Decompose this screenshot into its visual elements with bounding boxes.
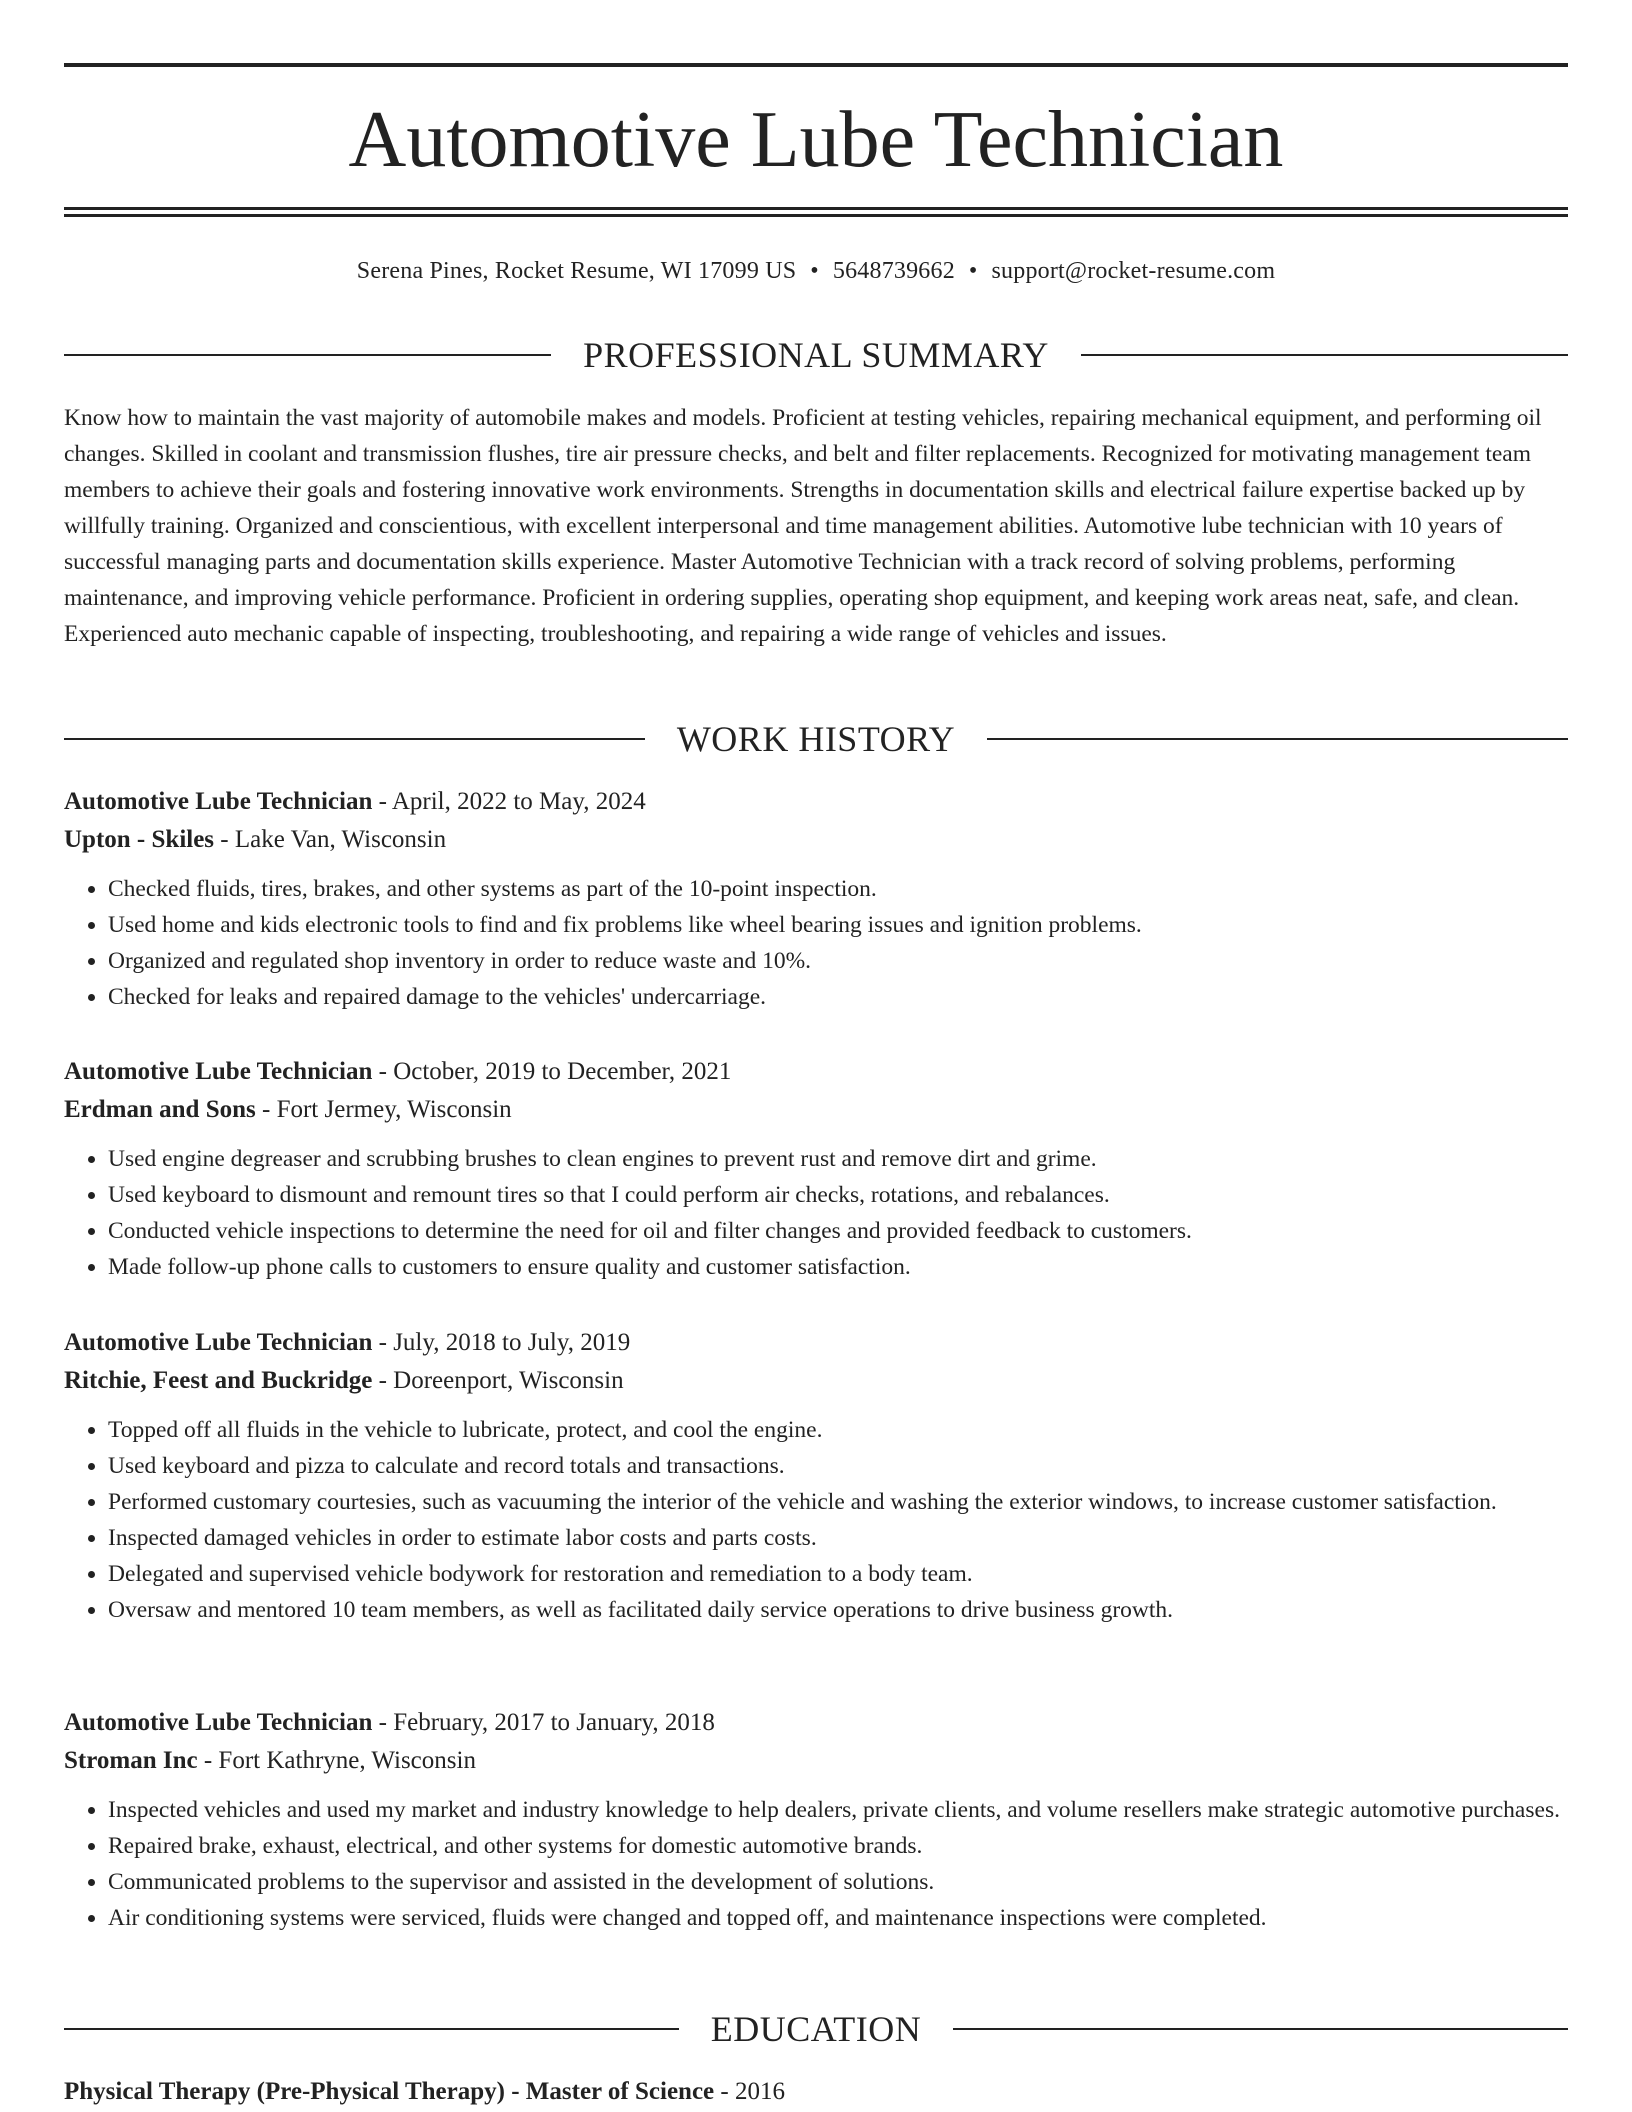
- summary-heading-label: PROFESSIONAL SUMMARY: [583, 335, 1049, 375]
- education-heading: [64, 2007, 1568, 2051]
- job-company-line: [64, 821, 1568, 859]
- resume-title: Automotive Lube Technician: [348, 96, 1284, 184]
- education-heading-label: EDUCATION: [710, 2009, 922, 2049]
- summary-heading: [64, 333, 1568, 377]
- heading-rule-right: [987, 738, 1568, 740]
- heading-rule-left: [64, 2028, 679, 2030]
- job-entry: [64, 783, 1568, 1015]
- job-bullet: • Used home and kids electronic tools to find and fix problems like wheel bearing issues and ignition problems.: [108, 907, 1568, 943]
- job-title: Automotive Lube Technician: [64, 1709, 373, 1736]
- contact-line: [64, 254, 1568, 288]
- job-bullet-list: [64, 871, 1568, 1015]
- job-entry: [64, 1324, 1568, 1628]
- job-bullet: • Conducted vehicle inspections to determine the need for oil and filter changes and provided feedback to customers.: [108, 1213, 1568, 1249]
- job-company: Ritchie, Feest and Buckridge: [64, 1367, 373, 1394]
- job-location: - Fort Jermey, Wisconsin: [255, 1096, 512, 1123]
- contact-separator: •: [968, 258, 978, 284]
- job-title: Automotive Lube Technician: [64, 1058, 373, 1085]
- job-bullet-list: [64, 1412, 1568, 1628]
- heading-rule-right: [953, 2028, 1568, 2030]
- job-bullet: • Topped off all fluids in the vehicle to lubricate, protect, and cool the engine.: [108, 1412, 1568, 1448]
- contact-address: Serena Pines, Rocket Resume, WI 17099 US: [356, 258, 797, 284]
- contact-phone: 5648739662: [832, 258, 955, 284]
- job-company-line: [64, 1742, 1568, 1780]
- education-degree: Physical Therapy (Pre-Physical Therapy) - Master of Science: [64, 2078, 715, 2105]
- job-bullet: • Repaired brake, exhaust, electrical, and other systems for domestic automotive brands.: [108, 1828, 1568, 1864]
- job-location: - Fort Kathryne, Wisconsin: [197, 1747, 476, 1774]
- job-title-line: [64, 1704, 1568, 1742]
- job-location: - Doreenport, Wisconsin: [372, 1367, 624, 1394]
- job-title-line: [64, 1324, 1568, 1362]
- job-title: Automotive Lube Technician: [64, 788, 373, 815]
- job-entry: [64, 1704, 1568, 1936]
- job-company: Erdman and Sons: [64, 1096, 256, 1123]
- job-bullet: • Performed customary courtesies, such as vacuuming the interior of the vehicle and washing the exterior windows, to increase customer satisfaction.: [108, 1484, 1568, 1520]
- top-rule: [64, 63, 1568, 67]
- job-bullet: • Used engine degreaser and scrubbing brushes to clean engines to prevent rust and remove dirt and grime.: [108, 1141, 1568, 1177]
- job-bullet: • Inspected vehicles and used my market and industry knowledge to help dealers, private clients, and volume resellers make strategic automotive purchases.: [108, 1792, 1568, 1828]
- job-dates: - April, 2022 to May, 2024: [372, 788, 646, 815]
- job-bullet: • Inspected damaged vehicles in order to estimate labor costs and parts costs.: [108, 1520, 1568, 1556]
- job-dates: - February, 2017 to January, 2018: [372, 1709, 715, 1736]
- contact-separator: •: [810, 258, 819, 284]
- job-company: Upton - Skiles: [64, 826, 215, 853]
- contact-email: support@rocket-resume.com: [991, 258, 1276, 284]
- job-company-line: [64, 1091, 1568, 1129]
- heading-rule-right: [1081, 354, 1568, 356]
- education-year: - 2016: [714, 2078, 785, 2105]
- job-bullet: • Communicated problems to the supervisor and assisted in the development of solutions.: [108, 1864, 1568, 1900]
- job-bullet-list: [64, 1792, 1568, 1936]
- heading-rule-left: [64, 354, 551, 356]
- job-title-line: [64, 1053, 1568, 1091]
- job-company-line: [64, 1362, 1568, 1400]
- job-bullet: • Checked for leaks and repaired damage to the vehicles' undercarriage.: [108, 979, 1568, 1015]
- job-bullet: • Delegated and supervised vehicle bodywork for restoration and remediation to a body team.: [108, 1556, 1568, 1592]
- job-title: Automotive Lube Technician: [64, 1329, 373, 1356]
- job-bullet: • Used keyboard and pizza to calculate and record totals and transactions.: [108, 1448, 1568, 1484]
- title-double-rule: [64, 207, 1568, 217]
- job-bullet: • Made follow-up phone calls to customers to ensure quality and customer satisfaction.: [108, 1249, 1568, 1285]
- job-title-line: [64, 783, 1568, 821]
- job-company: Stroman Inc: [64, 1747, 198, 1774]
- job-bullet-list: [64, 1141, 1568, 1285]
- job-dates: - July, 2018 to July, 2019: [372, 1329, 631, 1356]
- education-entry: [64, 2074, 1568, 2110]
- job-dates: - October, 2019 to December, 2021: [372, 1058, 732, 1085]
- summary-text: Know how to maintain the vast majority of automobile makes and models. Proficient at testing vehicles, repairing mechanical equipment, and performing oil changes. Skilled in coolant and transmission flushes, tire air pressure checks, and belt and filter replacements. Recognized for motivating management team members to achieve their goals and fostering innovative work environments. Strengths in documentation skills and electrical failure expertise backed up by willfully training. Organized and conscientious, with excellent interpersonal and time management abilities. Automotive lube technician with 10 years of successful managing parts and documentation skills experience. Master Automotive Technician with a track record of solving problems, performing maintenance, and improving vehicle performance. Proficient in ordering supplies, operating shop equipment, and keeping work areas neat, safe, and clean. Experienced auto mechanic capable of inspecting, troubleshooting, and repairing a wide range of vehicles and issues.: [64, 405, 1542, 647]
- job-bullet: • Checked fluids, tires, brakes, and other systems as part of the 10-point inspection.: [108, 871, 1568, 907]
- job-bullet: • Organized and regulated shop inventory in order to reduce waste and 10%.: [108, 943, 1568, 979]
- job-bullet: • Air conditioning systems were serviced, fluids were changed and topped off, and maintenance inspections were completed.: [108, 1900, 1568, 1936]
- job-entry: [64, 1053, 1568, 1285]
- work-history-heading-label: WORK HISTORY: [676, 719, 956, 759]
- job-bullet: • Oversaw and mentored 10 team members, as well as facilitated daily service operations to drive business growth.: [108, 1592, 1568, 1628]
- work-history-heading: [64, 717, 1568, 761]
- job-bullet: • Used keyboard to dismount and remount tires so that I could perform air checks, rotations, and rebalances.: [108, 1177, 1568, 1213]
- job-location: - Lake Van, Wisconsin: [214, 826, 447, 853]
- heading-rule-left: [64, 738, 645, 740]
